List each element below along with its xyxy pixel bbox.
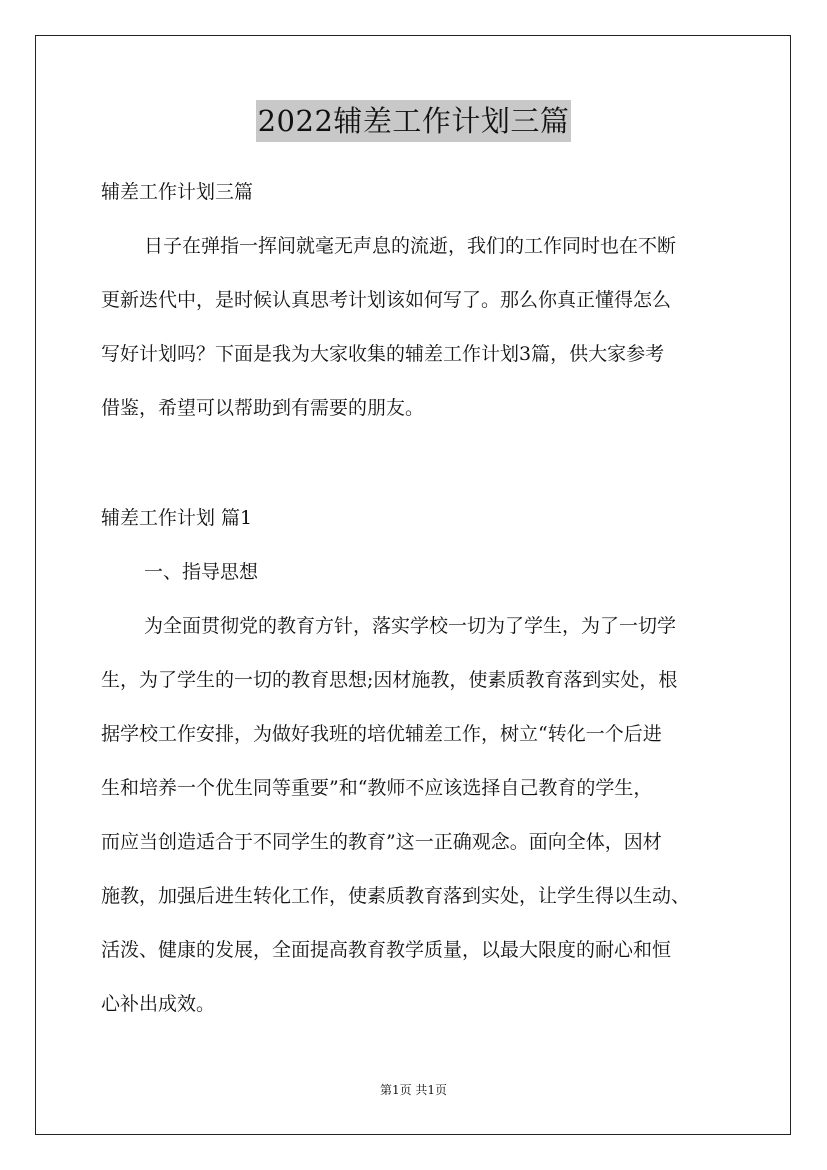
paragraph-line: 施教，加强后进生转化工作，使素质教育落到实处，让学生得以生动、	[101, 885, 691, 907]
document-subtitle: 辅差工作计划三篇	[101, 181, 254, 203]
page-footer	[0, 1082, 827, 1098]
paragraph-line: 为全面贯彻党的教育方针，落实学校一切为了学生，为了一切学	[144, 615, 677, 637]
intro-line: 日子在弹指一挥间就毫无声息的流逝，我们的工作同时也在不断	[144, 235, 677, 257]
paragraph-line: 生和培养一个优生同等重要”和“教师不应该选择自己教育的学生，	[101, 777, 653, 799]
page-number-label: 第1页 共1页	[379, 1083, 448, 1097]
section-heading: 辅差工作计划 篇1	[101, 507, 253, 529]
section-heading-block	[101, 491, 741, 599]
paragraph-line: 而应当创造适合于不同学生的教育”这一正确观念。面向全体，因材	[101, 831, 662, 853]
document-title: 2022辅差工作计划三篇	[256, 100, 572, 142]
intro-line: 借鉴，希望可以帮助到有需要的朋友。	[101, 397, 425, 419]
guiding-paragraph	[101, 599, 741, 1031]
intro-paragraph	[101, 219, 741, 435]
intro-line: 写好计划吗？下面是我为大家收集的辅差工作计划3篇，供大家参考	[101, 343, 665, 365]
title-wrapper	[0, 100, 827, 142]
paragraph-line: 心补出成效。	[101, 993, 216, 1015]
intro-line: 更新迭代中，是时候认真思考计划该如何写了。那么你真正懂得怎么	[101, 289, 672, 311]
subsection-heading: 一、指导思想	[144, 561, 259, 583]
paragraph-line: 活泼、健康的发展，全面提高教育教学质量，以最大限度的耐心和恒	[101, 939, 672, 961]
paragraph-line: 据学校工作安排，为做好我班的培优辅差工作，树立“转化一个后进	[101, 723, 662, 745]
subtitle-block	[101, 165, 741, 219]
paragraph-line: 生，为了学生的一切的教育思想;因材施教，使素质教育落到实处，根	[101, 669, 678, 691]
